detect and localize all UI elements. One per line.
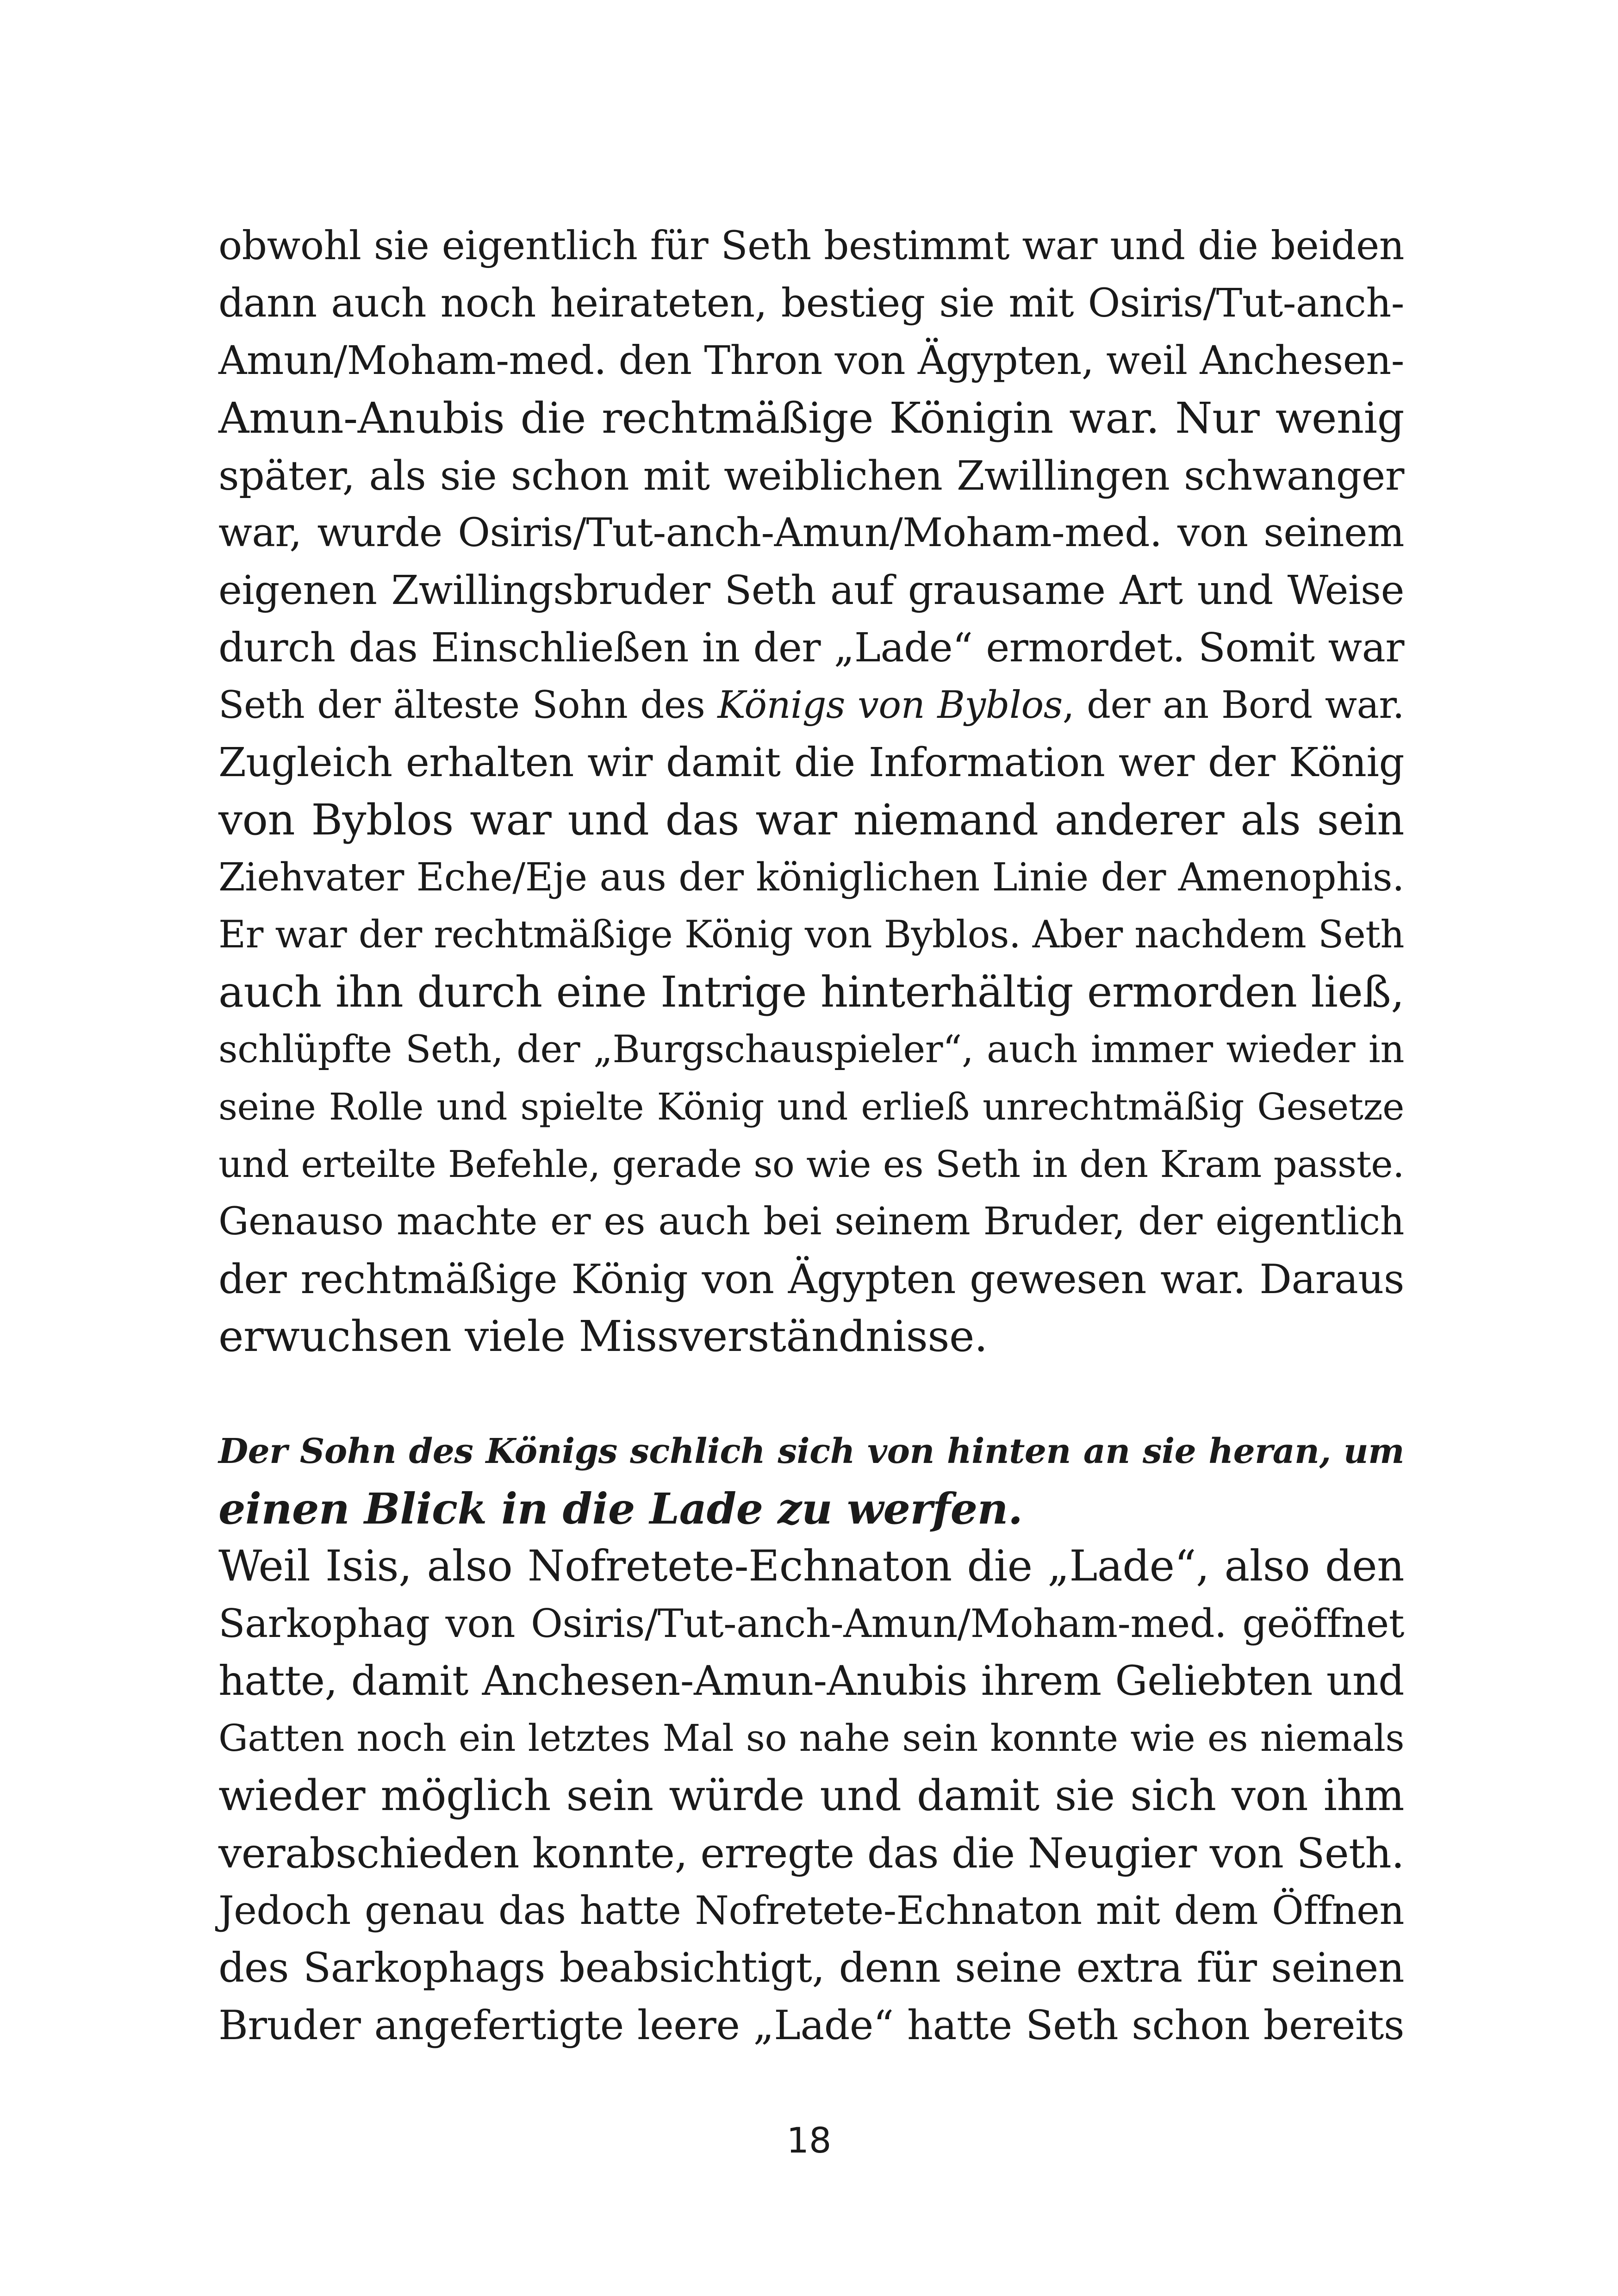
text-line: obwohl sie eigentlich für Seth bestimmt war und die beiden bbox=[218, 223, 1404, 269]
section-heading bbox=[218, 1423, 1404, 1537]
text-line: wieder möglich sein würde und damit sie sich von ihm bbox=[218, 1771, 1404, 1820]
text-line: Er war der rechtmäßige König von Byblos. Aber nachdem Seth bbox=[218, 913, 1404, 957]
page-body bbox=[218, 218, 1404, 2054]
text-line: Ziehvater Eche/Eje aus der königlichen Linie der Amenophis. bbox=[218, 855, 1404, 900]
page-number: 18 bbox=[786, 2120, 832, 2161]
text-line: hatte, damit Anchesen-Amun-Anubis ihrem Geliebten und bbox=[218, 1657, 1404, 1705]
text-segment: Seth der älteste Sohn des bbox=[218, 684, 718, 727]
text-line: durch das Einschließen in der „Lade“ ermordet. Somit war bbox=[218, 625, 1404, 671]
text-line: Sarkophag von Osiris/Tut-anch-Amun/Moham-med. geöffnet bbox=[218, 1601, 1404, 1646]
text-line: Weil Isis, also Nofretete-Echnaton die „Lade“, also den bbox=[218, 1541, 1404, 1591]
text-line: eigenen Zwillingsbruder Seth auf grausame Art und Weise bbox=[218, 567, 1404, 614]
text-line: und erteilte Befehle, gerade so wie es Seth in den Kram passte. bbox=[218, 1143, 1404, 1186]
text-line: Zugleich erhalten wir damit die Information wer der König bbox=[218, 740, 1404, 786]
text-line: schlüpfte Seth, der „Burgschauspieler“, auch immer wieder in bbox=[218, 1028, 1404, 1071]
text-line: verabschieden konnte, erregte das die Neugier von Seth. bbox=[218, 1829, 1404, 1877]
text-line: Amun-Anubis die rechtmäßige Königin war. Nur wenig bbox=[218, 393, 1404, 443]
text-line: der rechtmäßige König von Ägypten gewesen war. Daraus bbox=[218, 1256, 1404, 1303]
paragraph-1 bbox=[218, 218, 1404, 1365]
heading-line: Der Sohn des Königs schlich sich von hinten an sie heran, um bbox=[218, 1431, 1404, 1471]
heading-line: einen Blick in die Lade zu werfen. bbox=[218, 1484, 1023, 1534]
text-line: Genauso machte er es auch bei seinem Bruder, der eigentlich bbox=[218, 1200, 1404, 1244]
text-line: Amun/Moham-med. den Thron von Ägypten, weil Anchesen- bbox=[218, 338, 1404, 384]
paragraph-spacer bbox=[218, 1365, 1404, 1423]
text-segment: , der an Bord war. bbox=[1062, 684, 1404, 727]
text-line-with-italic bbox=[218, 677, 1404, 734]
text-line: von Byblos war und das war niemand anderer als sein bbox=[218, 795, 1404, 845]
text-line: Bruder angefertigte leere „Lade“ hatte Seth schon bereits bbox=[218, 2002, 1404, 2049]
paragraph-2 bbox=[218, 1537, 1404, 2054]
text-line: Jedoch genau das hatte Nofretete-Echnaton mit dem Öffnen bbox=[218, 1888, 1404, 1933]
text-line: dann auch noch heirateten, bestieg sie mit Osiris/Tut-anch- bbox=[218, 280, 1404, 326]
text-line: später, als sie schon mit weiblichen Zwillingen schwanger bbox=[218, 452, 1404, 499]
text-line: war, wurde Osiris/Tut-anch-Amun/Moham-med. von seinem bbox=[218, 510, 1404, 556]
text-line: auch ihn durch eine Intrige hinterhältig ermorden ließ, bbox=[218, 967, 1404, 1017]
text-line: Gatten noch ein letztes Mal so nahe sein konnte wie es niemals bbox=[218, 1717, 1404, 1760]
text-line: seine Rolle und spielte König und erließ unrechtmäßig Gesetze bbox=[218, 1085, 1404, 1128]
italic-title: Königs von Byblos bbox=[717, 684, 1063, 727]
text-line: des Sarkophags beabsichtigt, denn seine extra für seinen bbox=[218, 1944, 1404, 1991]
text-line: erwuchsen viele Missverständnisse. bbox=[218, 1312, 988, 1361]
